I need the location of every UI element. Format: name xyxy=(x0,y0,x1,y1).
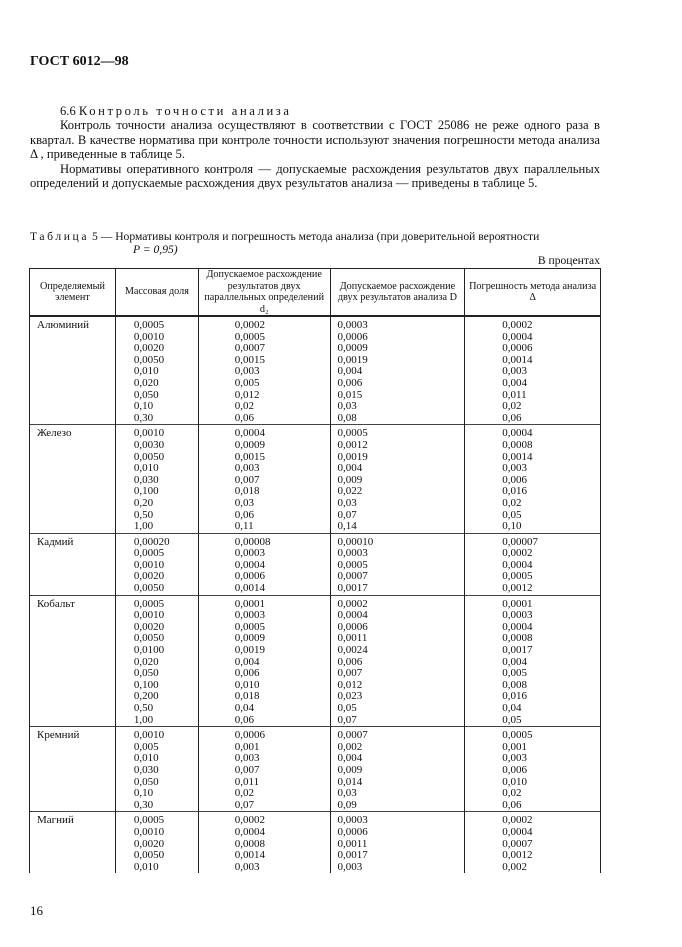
table-value: 0,06 xyxy=(502,411,522,424)
table-value: 0,0006 xyxy=(234,570,266,583)
table-value: 0,023 xyxy=(337,690,363,703)
table-value: 0,0003 xyxy=(337,814,368,827)
table-value: 0,06 xyxy=(234,411,255,424)
table-value: 0,00010 xyxy=(337,535,374,548)
table-value: 0,005 xyxy=(502,667,527,680)
table-value: 0,0014 xyxy=(234,849,266,862)
mass-fraction-cell xyxy=(115,595,198,727)
table-value: 0,009 xyxy=(337,473,363,486)
table-value: 0,0020 xyxy=(133,570,165,583)
table-value: 0,0004 xyxy=(502,330,533,343)
table-value: 0,02 xyxy=(234,787,255,800)
D-cell xyxy=(330,727,465,812)
table-value: 0,0017 xyxy=(337,849,368,862)
table-value: 0,0020 xyxy=(133,620,165,633)
table-value: 0,007 xyxy=(234,763,260,776)
table-value: 0,0019 xyxy=(234,644,266,657)
table-value: 0,0007 xyxy=(234,342,266,355)
table-value: 0,012 xyxy=(337,678,363,691)
table-row-group xyxy=(30,316,601,425)
table-value: 0,0020 xyxy=(133,342,165,355)
d2-cell xyxy=(198,533,330,595)
table-value: 0,016 xyxy=(502,690,527,703)
table-value: 0,005 xyxy=(234,376,260,389)
page-number: 16 xyxy=(30,903,43,918)
table-value: 0,003 xyxy=(234,860,260,873)
tolerance-table xyxy=(29,268,601,873)
table-value: 0,007 xyxy=(337,667,363,680)
table-value: 0,0012 xyxy=(337,438,368,451)
table-value: 0,0010 xyxy=(133,427,165,440)
d2-cell xyxy=(198,727,330,812)
table-value: 0,0006 xyxy=(337,330,368,343)
table-value: 0,0002 xyxy=(234,814,266,827)
table-value: 0,0005 xyxy=(234,330,266,343)
table-value: 0,0100 xyxy=(133,644,165,657)
table-value: 0,0012 xyxy=(502,582,533,595)
table-value: 0,00008 xyxy=(234,535,271,548)
table-value: 0,0009 xyxy=(337,342,368,355)
table-value: 0,06 xyxy=(234,508,255,521)
table-value: 0,018 xyxy=(234,485,260,498)
section-number: 6.6 xyxy=(60,104,76,118)
table-value: 0,09 xyxy=(337,798,357,811)
table-caption-line2: P = 0,95) xyxy=(133,243,178,256)
table-value: 0,030 xyxy=(133,473,159,486)
table-value: 0,050 xyxy=(133,667,159,680)
table-row-group xyxy=(30,595,601,727)
table-value: 0,0008 xyxy=(502,632,533,645)
table-value: 0,0017 xyxy=(502,644,533,657)
table-value: 0,0005 xyxy=(133,814,165,827)
table-value: 0,0004 xyxy=(234,427,266,440)
table-value: 0,0003 xyxy=(502,609,533,622)
table-value: 0,0014 xyxy=(502,450,533,463)
table-value: 0,003 xyxy=(337,860,363,873)
table-value: 0,003 xyxy=(234,462,260,475)
table-value: 0,03 xyxy=(337,787,357,800)
table-value: 0,0024 xyxy=(337,644,368,657)
table-value: 0,05 xyxy=(337,702,357,714)
table-value: 0,0012 xyxy=(502,849,533,862)
header-mass-fraction: Массовая доля xyxy=(115,269,198,317)
table-value: 0,0003 xyxy=(234,547,266,560)
table-value: 0,0005 xyxy=(502,729,533,742)
table-value: 0,100 xyxy=(133,485,159,498)
table-label: Таблица xyxy=(30,230,90,243)
paragraph: Контроль точности анализа осуществляют в соответствии с ГОСТ 25086 не реже одного раза в квартал. В качестве норматива при контроле точности используют значения погрешности метода анализа Δ , приведенные в таблице 5. xyxy=(30,118,600,162)
table-caption xyxy=(30,230,600,256)
table-value: 0,014 xyxy=(337,775,363,788)
table-value: 0,004 xyxy=(337,365,363,378)
table-value: 0,020 xyxy=(133,376,159,389)
table-value: 0,016 xyxy=(502,485,527,498)
table-value: 0,0050 xyxy=(133,582,165,595)
delta-cell xyxy=(465,812,601,873)
table-value: 0,0005 xyxy=(337,427,368,440)
table-value: 0,012 xyxy=(234,388,260,401)
table-value: 0,006 xyxy=(337,655,363,668)
table-value: 0,008 xyxy=(502,678,527,691)
table-value: 0,0010 xyxy=(133,330,165,343)
table-value: 0,010 xyxy=(133,860,159,873)
mass-fraction-cell xyxy=(115,533,198,595)
table-header-row xyxy=(30,269,601,317)
delta-cell xyxy=(465,533,601,595)
table-value: 0,007 xyxy=(234,473,260,486)
table-value: 0,003 xyxy=(234,365,260,378)
table-value: 0,0005 xyxy=(133,547,165,560)
table-value: 0,0017 xyxy=(337,582,368,595)
table-value: 0,010 xyxy=(133,462,159,475)
delta-cell xyxy=(465,595,601,727)
table-value: 0,0005 xyxy=(234,620,266,633)
table-value: 0,030 xyxy=(133,763,159,776)
table-value: 0,05 xyxy=(502,508,522,521)
D-cell xyxy=(330,425,465,533)
table-value: 0,0020 xyxy=(133,837,165,850)
table-value: 0,011 xyxy=(502,388,527,401)
table-value: 0,006 xyxy=(234,667,260,680)
table-value: 0,10 xyxy=(133,787,154,800)
table-value: 0,004 xyxy=(337,752,363,765)
table-value: 0,0030 xyxy=(133,438,165,451)
table-row-group xyxy=(30,533,601,595)
table-value: 0,004 xyxy=(502,376,527,389)
table-row-group xyxy=(30,812,601,873)
table-value: 0,0005 xyxy=(133,319,165,331)
table-value: 0,03 xyxy=(337,400,357,413)
mass-fraction-cell xyxy=(115,316,198,425)
element-name: Алюминий xyxy=(30,316,116,425)
table-value: 0,02 xyxy=(502,496,522,509)
table-value: 0,022 xyxy=(337,485,363,498)
table-value: 0,009 xyxy=(337,763,363,776)
table-value: 0,0009 xyxy=(234,438,266,451)
table-value: 0,003 xyxy=(234,752,260,765)
mass-fraction-cell xyxy=(115,727,198,812)
table-value: 0,004 xyxy=(337,462,363,475)
mass-fraction-cell xyxy=(115,812,198,873)
table-value: 0,00020 xyxy=(133,535,170,548)
table-value: 0,003 xyxy=(502,365,527,378)
mass-fraction-cell xyxy=(115,425,198,533)
table-value: 0,0004 xyxy=(502,620,533,633)
table-value: 0,0004 xyxy=(502,558,533,571)
table-value: 0,0004 xyxy=(234,825,266,838)
table-value: 0,001 xyxy=(502,740,527,753)
D-cell xyxy=(330,595,465,727)
table-value: 0,010 xyxy=(234,678,260,691)
table-value: 0,100 xyxy=(133,678,159,691)
table-value: 0,0004 xyxy=(502,427,533,440)
table-value: 0,0006 xyxy=(337,825,368,838)
table-value: 1,00 xyxy=(133,520,154,533)
table-value: 0,03 xyxy=(337,496,357,509)
table-value: 0,010 xyxy=(133,365,159,378)
table-value: 0,14 xyxy=(337,520,357,533)
table-value: 0,011 xyxy=(234,775,260,788)
table-value: 0,00007 xyxy=(502,535,538,548)
table-value: 0,06 xyxy=(502,798,522,811)
table-value: 0,11 xyxy=(234,520,254,533)
table-value: 0,0002 xyxy=(502,547,533,560)
table-value: 0,02 xyxy=(502,400,522,413)
table-value: 0,50 xyxy=(133,508,154,521)
table-value: 0,004 xyxy=(234,655,260,668)
table-value: 0,02 xyxy=(234,400,255,413)
table-value: 0,20 xyxy=(133,496,154,509)
element-name: Кобальт xyxy=(30,595,116,727)
table-value: 0,0014 xyxy=(234,582,266,595)
table-value: 0,0001 xyxy=(234,597,266,610)
delta-cell xyxy=(465,316,601,425)
table-value: 0,06 xyxy=(234,713,255,726)
table-value: 0,0019 xyxy=(337,353,368,366)
table-value: 0,10 xyxy=(133,400,154,413)
d2-cell xyxy=(198,316,330,425)
table-value: 0,30 xyxy=(133,411,154,424)
table-value: 0,010 xyxy=(502,775,527,788)
table-value: 1,00 xyxy=(133,713,154,726)
table-value: 0,002 xyxy=(502,860,527,873)
table-value: 0,0010 xyxy=(133,729,165,742)
d2-cell xyxy=(198,595,330,727)
d2-cell xyxy=(198,425,330,533)
table-value: 0,0003 xyxy=(234,609,266,622)
header-element: Определяемый элемент xyxy=(30,269,116,317)
table-value: 0,010 xyxy=(133,752,159,765)
table-value: 0,006 xyxy=(502,763,527,776)
table-value: 0,0002 xyxy=(234,319,266,331)
table-value: 0,04 xyxy=(234,702,255,714)
table-value: 0,0010 xyxy=(133,558,165,571)
table-value: 0,001 xyxy=(234,740,260,753)
table-value: 0,0005 xyxy=(337,558,368,571)
header-D: Допускаемое расхождение двух результатов анализа D xyxy=(330,269,465,317)
delta-cell xyxy=(465,727,601,812)
d2-cell xyxy=(198,812,330,873)
table-value: 0,0004 xyxy=(337,609,368,622)
table-value: 0,0010 xyxy=(133,825,165,838)
table-value: 0,005 xyxy=(133,740,159,753)
table-units: В процентах xyxy=(537,254,600,267)
table-value: 0,0007 xyxy=(337,729,368,742)
table-value: 0,03 xyxy=(234,496,255,509)
table-value: 0,0008 xyxy=(502,438,533,451)
table-value: 0,0050 xyxy=(133,353,165,366)
delta-cell xyxy=(465,425,601,533)
table-value: 0,0007 xyxy=(337,570,368,583)
table-value: 0,0050 xyxy=(133,849,165,862)
table-value: 0,0006 xyxy=(502,342,533,355)
table-value: 0,002 xyxy=(337,740,363,753)
table-value: 0,0015 xyxy=(234,353,266,366)
element-name: Магний xyxy=(30,812,116,873)
section-heading xyxy=(30,104,600,118)
table-value: 0,30 xyxy=(133,798,154,811)
section-text xyxy=(30,104,600,190)
table-value: 0,07 xyxy=(337,713,357,726)
element-name: Кремний xyxy=(30,727,116,812)
table-value: 0,0003 xyxy=(337,547,368,560)
D-cell xyxy=(330,812,465,873)
table-value: 0,0011 xyxy=(337,837,368,850)
document-header: ГОСТ 6012—98 xyxy=(30,54,129,69)
table-value: 0,006 xyxy=(502,473,527,486)
table-value: 0,050 xyxy=(133,388,159,401)
D-cell xyxy=(330,533,465,595)
D-cell xyxy=(330,316,465,425)
table-row-group xyxy=(30,425,601,533)
table-value: 0,0005 xyxy=(502,570,533,583)
table-value: 0,10 xyxy=(502,520,522,533)
table-value: 0,07 xyxy=(234,798,255,811)
table-value: 0,015 xyxy=(337,388,363,401)
table-value: 0,04 xyxy=(502,702,522,714)
table-value: 0,004 xyxy=(502,655,527,668)
table-value: 0,003 xyxy=(502,752,527,765)
table-value: 0,0005 xyxy=(133,597,165,610)
table-row-group xyxy=(30,727,601,812)
table-value: 0,0050 xyxy=(133,450,165,463)
table-caption-text: 5 — Нормативы контроля и погрешность метода анализа (при доверительной вероятности xyxy=(92,230,540,243)
table-value: 0,0002 xyxy=(337,597,368,610)
table-value: 0,0003 xyxy=(337,319,368,331)
table-value: 0,05 xyxy=(502,713,522,726)
element-name: Кадмий xyxy=(30,533,116,595)
table-value: 0,0050 xyxy=(133,632,165,645)
table-value: 0,0006 xyxy=(337,620,368,633)
table-value: 0,050 xyxy=(133,775,159,788)
header-delta: Погрешность метода анализа Δ xyxy=(465,269,601,317)
table-value: 0,020 xyxy=(133,655,159,668)
table-value: 0,0007 xyxy=(502,837,533,850)
table-value: 0,0001 xyxy=(502,597,533,610)
table-value: 0,07 xyxy=(337,508,357,521)
table-value: 0,50 xyxy=(133,702,154,714)
table-value: 0,0014 xyxy=(502,353,533,366)
section-title: Контроль точности анализа xyxy=(78,104,292,118)
table-value: 0,0004 xyxy=(234,558,266,571)
table-value: 0,0004 xyxy=(502,825,533,838)
element-name: Железо xyxy=(30,425,116,533)
table-value: 0,0009 xyxy=(234,632,266,645)
table-value: 0,006 xyxy=(337,376,363,389)
header-d2: Допускаемое расхождение результатов двух параллельных определений d₂ xyxy=(198,269,330,317)
table-value: 0,08 xyxy=(337,411,357,424)
table-value: 0,0008 xyxy=(234,837,266,850)
table-value: 0,0019 xyxy=(337,450,368,463)
table-value: 0,0011 xyxy=(337,632,368,645)
paragraph: Нормативы оперативного контроля — допускаемые расхождения результатов двух параллельных определений и допускаемые расхождения двух результатов анализа — приведены в таблице 5. xyxy=(30,161,600,191)
table-value: 0,0002 xyxy=(502,814,533,827)
table-value: 0,0015 xyxy=(234,450,266,463)
table-value: 0,0002 xyxy=(502,319,533,331)
table-value: 0,018 xyxy=(234,690,260,703)
table-value: 0,0006 xyxy=(234,729,266,742)
table-value: 0,0010 xyxy=(133,609,165,622)
table-value: 0,200 xyxy=(133,690,159,703)
table-value: 0,02 xyxy=(502,787,522,800)
table-value: 0,003 xyxy=(502,462,527,475)
